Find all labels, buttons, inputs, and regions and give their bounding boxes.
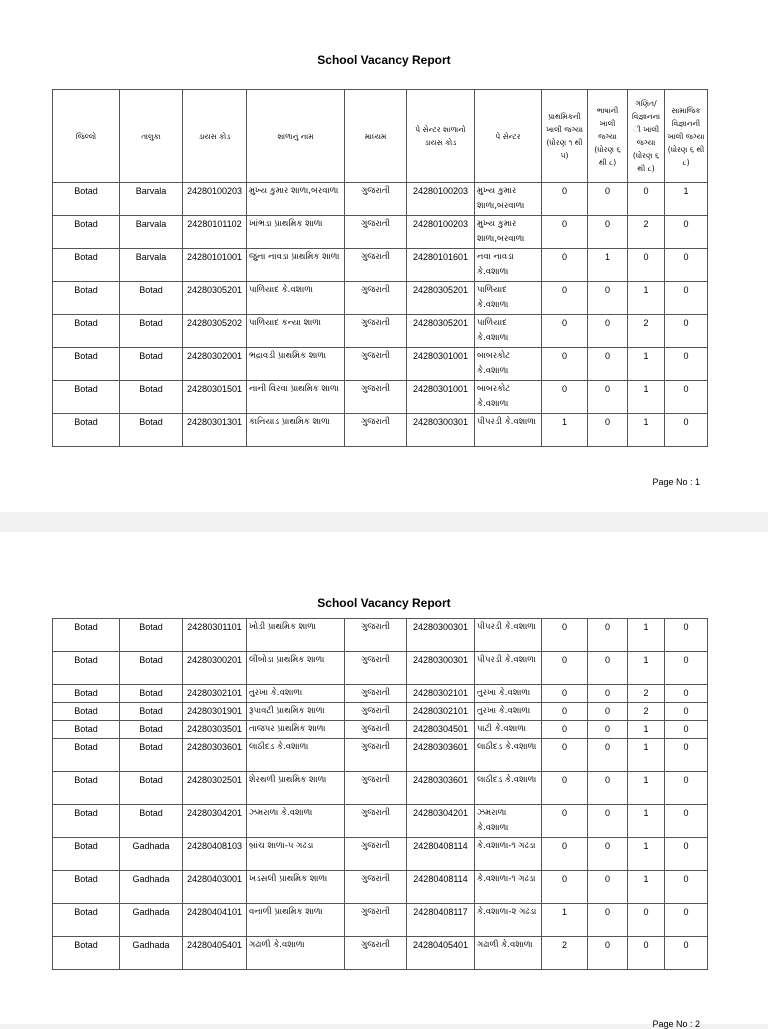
table-row xyxy=(53,249,708,282)
table-cell: 0 xyxy=(588,721,628,739)
table-cell: 24280301101 xyxy=(183,619,247,652)
table-cell: 24280101001 xyxy=(183,249,247,282)
table-cell: 0 xyxy=(665,721,708,739)
table-cell: 0 xyxy=(542,282,588,315)
table-row xyxy=(53,619,708,652)
table-cell: લાઠીદડ કે.વશાળા xyxy=(247,739,345,772)
table-cell: Botad xyxy=(120,619,183,652)
table-row xyxy=(53,904,708,937)
table-row xyxy=(53,772,708,805)
table-cell: 0 xyxy=(588,871,628,904)
table-cell: રૂપાવટી પ્રાથમિક શાળા xyxy=(247,703,345,721)
table-cell: 24280303601 xyxy=(407,772,475,805)
table-cell: ગુજરાતી xyxy=(345,282,407,315)
table-row xyxy=(53,282,708,315)
table-cell: Barvala xyxy=(120,216,183,249)
table-row xyxy=(53,348,708,381)
table-cell: 2 xyxy=(628,216,665,249)
table-cell: ગુજરાતી xyxy=(345,871,407,904)
table-cell: 0 xyxy=(665,871,708,904)
table-cell: ગુજરાતી xyxy=(345,216,407,249)
table-cell: Botad xyxy=(53,315,120,348)
table-cell: 0 xyxy=(588,282,628,315)
table-cell: 0 xyxy=(588,381,628,414)
report-page-1 xyxy=(0,0,768,512)
table-cell: 0 xyxy=(588,315,628,348)
table-cell: નવા નાવડા કે.વશાળા xyxy=(475,249,542,282)
vacancy-table xyxy=(52,618,708,970)
table-row xyxy=(53,937,708,970)
table-cell: 1 xyxy=(628,721,665,739)
table-cell: 0 xyxy=(665,739,708,772)
table-cell: Gadhada xyxy=(120,904,183,937)
table-cell: Botad xyxy=(53,871,120,904)
table-cell: 0 xyxy=(628,183,665,216)
table-cell: 2 xyxy=(628,315,665,348)
table-cell: Gadhada xyxy=(120,937,183,970)
table-cell: 24280302101 xyxy=(407,685,475,703)
table-cell: 24280302501 xyxy=(183,772,247,805)
table-cell: ગુજરાતી xyxy=(345,652,407,685)
table-cell: મુખ્ય કુમાર શાળા,બરવાળા xyxy=(475,183,542,216)
table-cell: તાજપર પ્રાથમિક શાળા xyxy=(247,721,345,739)
table-cell: Botad xyxy=(53,772,120,805)
table-cell: મુખ્ય કુમાર શાળા,બરવાળા xyxy=(247,183,345,216)
table-cell: શેરથળી પ્રાથમિક શાળા xyxy=(247,772,345,805)
table-cell: 0 xyxy=(542,183,588,216)
table-cell: 24280408114 xyxy=(407,838,475,871)
table-cell: 1 xyxy=(628,805,665,838)
table-cell: 0 xyxy=(542,772,588,805)
table-cell: 24280305201 xyxy=(183,282,247,315)
table-cell: 1 xyxy=(628,348,665,381)
table-cell: 0 xyxy=(665,619,708,652)
table-cell: Botad xyxy=(53,619,120,652)
table-cell: Botad xyxy=(53,183,120,216)
table-cell: જુના નાવડા પ્રાથમિક શાળા xyxy=(247,249,345,282)
table-cell: 0 xyxy=(542,805,588,838)
table-cell: Botad xyxy=(120,721,183,739)
table-cell: બાબરકોટ કે.વશાળા xyxy=(475,381,542,414)
table-cell: ઝમરાળા કે.વશાળા xyxy=(475,805,542,838)
table-row xyxy=(53,685,708,703)
table-cell: 0 xyxy=(665,348,708,381)
table-row xyxy=(53,381,708,414)
table-cell: ગુજરાતી xyxy=(345,805,407,838)
table-cell: Botad xyxy=(120,805,183,838)
table-cell: 1 xyxy=(628,652,665,685)
table-body xyxy=(53,619,708,970)
table-cell: 0 xyxy=(665,805,708,838)
table-cell: Botad xyxy=(120,414,183,447)
table-cell: 0 xyxy=(588,414,628,447)
table-cell: 0 xyxy=(665,216,708,249)
table-cell: 24280403001 xyxy=(183,871,247,904)
table-cell: ગુજરાતી xyxy=(345,772,407,805)
table-cell: 0 xyxy=(628,249,665,282)
table-cell: ગુજરાતી xyxy=(345,348,407,381)
table-cell: 0 xyxy=(542,721,588,739)
table-cell: ગુજરાતી xyxy=(345,619,407,652)
table-cell: Botad xyxy=(120,685,183,703)
table-row xyxy=(53,739,708,772)
table-cell: 0 xyxy=(588,348,628,381)
table-cell: 1 xyxy=(588,249,628,282)
table-cell: 24280302001 xyxy=(183,348,247,381)
table-cell: 24280300301 xyxy=(407,619,475,652)
table-cell: Botad xyxy=(53,414,120,447)
table-cell: 2 xyxy=(628,685,665,703)
table-cell: 1 xyxy=(628,282,665,315)
table-cell: 0 xyxy=(542,619,588,652)
table-cell: ખોડી પ્રાથમિક શાળા xyxy=(247,619,345,652)
table-cell: 1 xyxy=(542,904,588,937)
table-cell: 1 xyxy=(628,619,665,652)
table-cell: 0 xyxy=(665,249,708,282)
page-number: Page No : 1 xyxy=(652,477,700,487)
table-cell: 0 xyxy=(665,414,708,447)
column-header: ગણિત/ વિજ્ઞાનના ી ખાલી જગ્યા (ધોરણ ૬ થી ૮) xyxy=(628,90,665,183)
table-cell: Botad xyxy=(53,652,120,685)
table-cell: ઝમરાળા કે.વશાળા xyxy=(247,805,345,838)
table-cell: Barvala xyxy=(120,249,183,282)
table-cell: લીંબોડા પ્રાથમિક શાળા xyxy=(247,652,345,685)
table-cell: ગુજરાતી xyxy=(345,838,407,871)
table-cell: 0 xyxy=(542,838,588,871)
table-cell: Gadhada xyxy=(120,838,183,871)
table-cell: 24280408114 xyxy=(407,871,475,904)
table-cell: ગુજરાતી xyxy=(345,315,407,348)
table-cell: 0 xyxy=(665,315,708,348)
table-cell: ગુજરાતી xyxy=(345,721,407,739)
table-cell: Botad xyxy=(120,739,183,772)
table-cell: 24280408117 xyxy=(407,904,475,937)
table-cell: Botad xyxy=(120,772,183,805)
table-cell: 24280304201 xyxy=(183,805,247,838)
table-cell: ગુજરાતી xyxy=(345,703,407,721)
table-cell: 24280300201 xyxy=(183,652,247,685)
table-cell: બાબરકોટ કે.વશાળા xyxy=(475,348,542,381)
table-cell: Botad xyxy=(120,282,183,315)
table-cell: 0 xyxy=(665,282,708,315)
table-header-row xyxy=(53,90,708,183)
table-row xyxy=(53,721,708,739)
table-cell: 24280300301 xyxy=(407,652,475,685)
table-cell: 0 xyxy=(542,739,588,772)
table-cell: 24280405401 xyxy=(407,937,475,970)
table-cell: 1 xyxy=(628,739,665,772)
column-header: પે સેન્ટર xyxy=(475,90,542,183)
column-header: ભાષાની ખાલી જગ્યા (ધોરણ ૬ થી ૮) xyxy=(588,90,628,183)
table-cell: 24280301001 xyxy=(407,348,475,381)
column-header: શાળાનું નામ xyxy=(247,90,345,183)
table-cell: 1 xyxy=(628,871,665,904)
column-header: પે સેન્ટર શાળાનો ડાયસ કોડ xyxy=(407,90,475,183)
column-header: તાલુકા xyxy=(120,90,183,183)
table-cell: ગુજરાતી xyxy=(345,414,407,447)
table-cell: 0 xyxy=(628,937,665,970)
table-cell: ગુજરાતી xyxy=(345,685,407,703)
table-cell: 2 xyxy=(542,937,588,970)
table-cell: Botad xyxy=(120,348,183,381)
column-header: જિલ્લો xyxy=(53,90,120,183)
table-cell: 0 xyxy=(588,937,628,970)
table-cell: 24280101102 xyxy=(183,216,247,249)
table-cell: 0 xyxy=(665,904,708,937)
table-cell: Botad xyxy=(53,249,120,282)
table-cell: વનાળી પ્રાથમિક શાળા xyxy=(247,904,345,937)
table-cell: 0 xyxy=(665,381,708,414)
table-cell: 24280301501 xyxy=(183,381,247,414)
table-cell: ગુજરાતી xyxy=(345,183,407,216)
table-row xyxy=(53,414,708,447)
table-cell: 0 xyxy=(588,216,628,249)
table-cell: 24280304201 xyxy=(407,805,475,838)
table-cell: 0 xyxy=(542,685,588,703)
table-cell: Botad xyxy=(120,652,183,685)
table-cell: 24280300301 xyxy=(407,414,475,447)
table-cell: 0 xyxy=(588,652,628,685)
table-cell: 1 xyxy=(628,772,665,805)
table-cell: Botad xyxy=(53,838,120,871)
table-cell: પીપરડી કે.વશાળા xyxy=(475,414,542,447)
table-row xyxy=(53,838,708,871)
table-row xyxy=(53,315,708,348)
table-cell: 0 xyxy=(665,685,708,703)
table-cell: 1 xyxy=(628,838,665,871)
table-cell: લાઠીદડ કે.વશાળા xyxy=(475,772,542,805)
table-cell: Gadhada xyxy=(120,871,183,904)
table-cell: ગુજરાતી xyxy=(345,937,407,970)
table-cell: પાળિયાદ કે.વશાળા xyxy=(475,315,542,348)
table-cell: 0 xyxy=(665,652,708,685)
column-header: સામાજિક વિજ્ઞાનની ખાલી જગ્યા (ધોરણ ૬ થી ૮) xyxy=(665,90,708,183)
table-cell: 1 xyxy=(542,414,588,447)
table-cell: Botad xyxy=(53,216,120,249)
table-row xyxy=(53,703,708,721)
table-cell: Botad xyxy=(53,904,120,937)
table-cell: ગુજરાતી xyxy=(345,904,407,937)
table-cell: 24280303601 xyxy=(407,739,475,772)
table-cell: Botad xyxy=(53,348,120,381)
vacancy-table xyxy=(52,89,708,447)
table-cell: કે.વશાળા-૧ ગઢડા xyxy=(475,838,542,871)
table-cell: 0 xyxy=(542,216,588,249)
table-cell: Botad xyxy=(120,315,183,348)
table-cell: પાળિયાદ કે.વશાળા xyxy=(475,282,542,315)
table-cell: પાટી કે.વશાળા xyxy=(475,721,542,739)
table-cell: 1 xyxy=(665,183,708,216)
table-cell: 0 xyxy=(588,904,628,937)
table-cell: 24280408103 xyxy=(183,838,247,871)
table-cell: તુરખા કે.વશાળા xyxy=(475,685,542,703)
table-cell: તુરખા કે.વશાળા xyxy=(247,685,345,703)
table-cell: મુખ્ય કુમાર શાળા,બરવાળા xyxy=(475,216,542,249)
table-cell: ગુજરાતી xyxy=(345,381,407,414)
table-cell: Botad xyxy=(53,282,120,315)
table-cell: Botad xyxy=(53,805,120,838)
table-cell: Botad xyxy=(120,381,183,414)
table-row xyxy=(53,871,708,904)
table-cell: 24280303601 xyxy=(183,739,247,772)
table-cell: ખાંભડા પ્રાથમિક શાળા xyxy=(247,216,345,249)
table-cell: કાનિયાડ પ્રાથમિક શાળા xyxy=(247,414,345,447)
table-cell: 0 xyxy=(542,871,588,904)
table-cell: 24280302101 xyxy=(407,703,475,721)
table-cell: 0 xyxy=(588,838,628,871)
table-cell: 0 xyxy=(588,772,628,805)
table-cell: કે.વશાળા-૧ ગઢડા xyxy=(475,871,542,904)
page-number: Page No : 2 xyxy=(652,1019,700,1029)
table-cell: 24280305202 xyxy=(183,315,247,348)
table-cell: 0 xyxy=(665,772,708,805)
table-cell: Botad xyxy=(53,721,120,739)
table-cell: પીપરડી કે.વશાળા xyxy=(475,619,542,652)
table-cell: બ્રાંચ શાળા-૫ ગઢડા xyxy=(247,838,345,871)
table-cell: 24280301001 xyxy=(407,381,475,414)
table-cell: 24280101601 xyxy=(407,249,475,282)
table-cell: 24280305201 xyxy=(407,315,475,348)
table-cell: ગુજરાતી xyxy=(345,249,407,282)
table-cell: 0 xyxy=(588,183,628,216)
table-cell: 0 xyxy=(542,249,588,282)
table-cell: 24280100203 xyxy=(183,183,247,216)
table-cell: 0 xyxy=(588,739,628,772)
table-cell: Botad xyxy=(53,685,120,703)
table-cell: 0 xyxy=(665,937,708,970)
table-cell: પાળિયાદ કન્યા શાળા xyxy=(247,315,345,348)
table-cell: Botad xyxy=(53,739,120,772)
table-row xyxy=(53,183,708,216)
table-cell: Barvala xyxy=(120,183,183,216)
table-cell: Botad xyxy=(53,937,120,970)
column-header: ડાયસ કોડ xyxy=(183,90,247,183)
table-cell: Botad xyxy=(120,703,183,721)
table-cell: 0 xyxy=(542,348,588,381)
table-body xyxy=(53,183,708,447)
table-cell: 0 xyxy=(588,685,628,703)
table-cell: 24280305201 xyxy=(407,282,475,315)
table-cell: નાની વિરવા પ્રાથમિક શાળા xyxy=(247,381,345,414)
table-cell: 24280100203 xyxy=(407,183,475,216)
column-header: પ્રાથમિકની ખાલી જગ્યા (ધોરણ ૧ થી ૫) xyxy=(542,90,588,183)
table-cell: 0 xyxy=(628,904,665,937)
table-row xyxy=(53,805,708,838)
table-cell: 24280301301 xyxy=(183,414,247,447)
table-cell: 24280301901 xyxy=(183,703,247,721)
table-cell: 24280304501 xyxy=(407,721,475,739)
column-header: માધ્યમ xyxy=(345,90,407,183)
table-cell: પાળિયાદ કે.વશાળા xyxy=(247,282,345,315)
table-row xyxy=(53,216,708,249)
table-cell: 24280303501 xyxy=(183,721,247,739)
table-cell: ગઢાળી કે.વશાળા xyxy=(247,937,345,970)
table-cell: 24280302101 xyxy=(183,685,247,703)
table-cell: Botad xyxy=(53,381,120,414)
report-page-2 xyxy=(0,532,768,1029)
table-cell: 0 xyxy=(665,703,708,721)
table-cell: 0 xyxy=(665,838,708,871)
table-cell: 2 xyxy=(628,703,665,721)
table-cell: ભદ્રાવડી પ્રાથમિક શાળા xyxy=(247,348,345,381)
table-cell: ખડસલી પ્રાથમિક શાળા xyxy=(247,871,345,904)
table-cell: Botad xyxy=(53,703,120,721)
table-cell: 24280100203 xyxy=(407,216,475,249)
report-title: School Vacancy Report xyxy=(317,53,451,67)
table-cell: 0 xyxy=(542,703,588,721)
table-cell: 0 xyxy=(542,652,588,685)
table-cell: ગુજરાતી xyxy=(345,739,407,772)
table-cell: ગઢાળી કે.વશાળા xyxy=(475,937,542,970)
table-cell: 24280405401 xyxy=(183,937,247,970)
table-cell: 0 xyxy=(588,805,628,838)
table-row xyxy=(53,652,708,685)
table-cell: કે.વશાળા-૨ ગઢડા xyxy=(475,904,542,937)
table-cell: 0 xyxy=(588,703,628,721)
table-cell: 1 xyxy=(628,414,665,447)
table-cell: 1 xyxy=(628,381,665,414)
report-title: School Vacancy Report xyxy=(317,596,451,610)
table-cell: તુરખા કે.વશાળા xyxy=(475,703,542,721)
table-cell: 0 xyxy=(542,315,588,348)
table-cell: 24280404101 xyxy=(183,904,247,937)
table-cell: 0 xyxy=(542,381,588,414)
table-cell: લાઠીદડ કે.વશાળા xyxy=(475,739,542,772)
table-cell: પીપરડી કે.વશાળા xyxy=(475,652,542,685)
table-cell: 0 xyxy=(588,619,628,652)
